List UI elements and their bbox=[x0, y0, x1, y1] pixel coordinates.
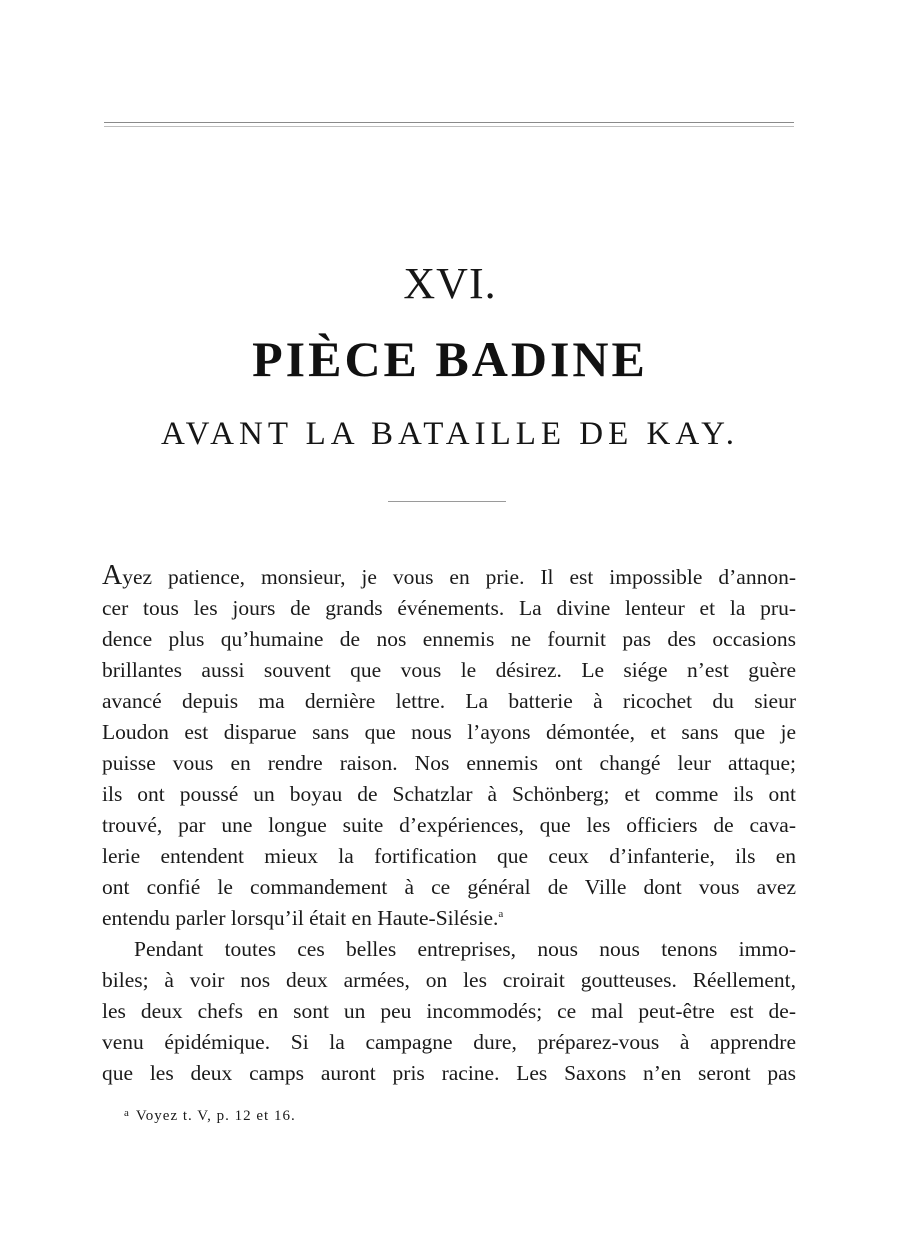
body-text bbox=[102, 560, 796, 1089]
top-rule bbox=[104, 122, 794, 123]
text-line: avancé depuis ma dernière lettre. La batterie à ricochet du sieur bbox=[102, 689, 796, 713]
text-line: biles; à voir nos deux armées, on les croirait goutteuses. Réellement, bbox=[102, 968, 796, 992]
text-line: trouvé, par une longue suite d’expériences, que les officiers de cava- bbox=[102, 813, 796, 837]
chapter-subtitle: AVANT LA BATAILLE DE KAY. bbox=[161, 416, 739, 452]
text-line: que les deux camps auront pris racine. Les Saxons n’en seront pas bbox=[102, 1061, 796, 1085]
text-line: lerie entendent mieux la fortification que ceux d’infanterie, ils en bbox=[102, 844, 796, 868]
text-line: entendu parler lorsqu’il était en Haute-Silésie.$^a$ bbox=[102, 906, 504, 930]
footnote-reference[interactable]: a bbox=[498, 908, 504, 920]
text-line: Pendant toutes ces belles entreprises, nous nous tenons immo- bbox=[134, 937, 796, 961]
text-line: brillantes aussi souvent que vous le désirez. Le siége n’est guère bbox=[102, 658, 796, 682]
text-line: Loudon est disparue sans que nous l’ayons démontée, et sans que je bbox=[102, 720, 796, 744]
text-line: dence plus qu’humaine de nos ennemis ne fournit pas des occasions bbox=[102, 627, 796, 651]
text-line: Ayez patience, monsieur, je vous en prie. Il est impossible d’annon- bbox=[102, 560, 796, 591]
footnote-text: Voyez t. V, p. 12 et 16. bbox=[135, 1108, 296, 1124]
text-line: ils ont poussé un boyau de Schatzlar à Schönberg; et comme ils ont bbox=[102, 782, 796, 806]
chapter-title: PIÈCE BADINE bbox=[252, 331, 648, 387]
text-line: ont confié le commandement à ce général de Ville dont vous avez bbox=[102, 875, 796, 899]
chapter-numeral: XVI. bbox=[403, 259, 497, 308]
text-line: cer tous les jours de grands événements. La divine lenteur et la pru- bbox=[102, 596, 796, 620]
paragraph-2 bbox=[102, 934, 796, 1089]
text-line: puisse vous en rendre raison. Nos ennemis ont changé leur attaque; bbox=[102, 751, 796, 775]
footnote bbox=[124, 1107, 296, 1125]
divider-rule bbox=[388, 501, 506, 502]
text-line: venu épidémique. Si la campagne dure, préparez-vous à apprendre bbox=[102, 1030, 796, 1054]
text-line: les deux chefs en sont un peu incommodés; ce mal peut-être est de- bbox=[102, 999, 796, 1023]
drop-cap: A bbox=[102, 560, 123, 591]
footnote-mark: a bbox=[124, 1107, 130, 1119]
paragraph-1 bbox=[102, 560, 796, 934]
